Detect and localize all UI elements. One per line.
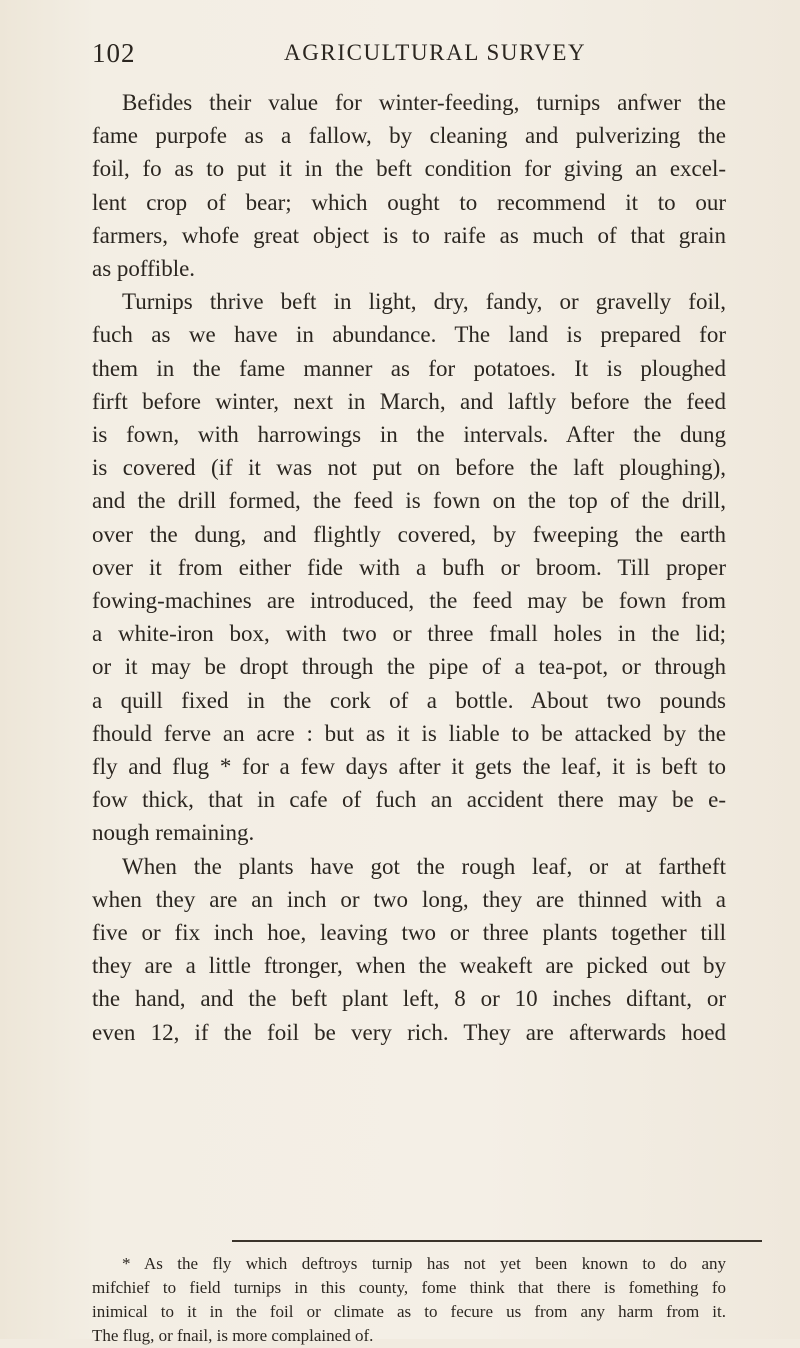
text-line: firft before winter, next in March, and laftly before the feed [92, 388, 726, 414]
footnote-line: * As the fly which deftroys turnip has not yet been known to do any [122, 1254, 726, 1273]
text-line: them in the fame manner as for potatoes. It is ploughed [92, 355, 726, 381]
paragraph-1 [92, 86, 726, 285]
text-line: fow thick, that in cafe of fuch an accident there may be e- [92, 787, 726, 813]
footnote-rule [232, 1240, 762, 1242]
paragraph-3 [92, 850, 726, 1049]
text-line: Turnips thrive beft in light, dry, fandy, or gravelly foil, [122, 289, 726, 315]
text-line: over the dung, and flightly covered, by fweeping the earth [92, 521, 726, 547]
text-line: the hand, and the beft plant left, 8 or 10 inches diftant, or [92, 986, 726, 1012]
footnote-line: mifchief to field turnips in this county, fome think that there is fomething fo [92, 1278, 726, 1297]
text-line: is fown, with harrowings in the intervals. After the dung [92, 422, 726, 448]
text-line: fame purpofe as a fallow, by cleaning and pulverizing the [92, 123, 726, 149]
running-head [92, 38, 732, 78]
page-number: 102 [92, 38, 136, 68]
text-line: is covered (if it was not put on before the laft ploughing), [92, 455, 726, 481]
footnote-line: inimical to it in the foil or climate as to fecure us from any harm from it. [92, 1302, 726, 1321]
text-line: fowing-machines are introduced, the feed may be fown from [92, 588, 726, 614]
text-line: fly and flug * for a few days after it gets the leaf, it is beft to [92, 754, 726, 780]
running-title: AGRICULTURAL SURVEY [284, 40, 587, 65]
paragraph-2 [92, 285, 726, 849]
text-line: a white-iron box, with two or three fmall holes in the lid; [92, 621, 726, 647]
text-line: Befides their value for winter-feeding, turnips anfwer the [122, 90, 726, 115]
text-line: fhould ferve an acre : but as it is liable to be attacked by the [92, 720, 726, 746]
text-line: even 12, if the foil be very rich. They are afterwards hoed [92, 1019, 726, 1045]
text-line: when they are an inch or two long, they are thinned with a [92, 886, 726, 912]
text-line: foil, fo as to put it in the beft condition for giving an excel- [92, 156, 726, 182]
text-line: and the drill formed, the feed is fown on the top of the drill, [92, 488, 726, 514]
text-line: lent crop of bear; which ought to recommend it to our [92, 189, 726, 215]
text-line: as poffible. [92, 256, 196, 282]
text-line: a quill fixed in the cork of a bottle. About two pounds [92, 687, 726, 713]
text-line: over it from either fide with a bufh or broom. Till proper [92, 554, 726, 580]
text-line: farmers, whofe great object is to raife as much of that grain [92, 222, 726, 248]
body-text [92, 86, 726, 1049]
text-line: five or fix inch hoe, leaving two or three plants together till [92, 920, 726, 946]
text-line: they are a little ftronger, when the weakeft are picked out by [92, 953, 726, 979]
text-line: fuch as we have in abundance. The land is prepared for [92, 322, 726, 348]
footnote [92, 1252, 726, 1348]
text-line: or it may be dropt through the pipe of a tea-pot, or through [92, 654, 726, 680]
text-line: When the plants have got the rough leaf, or at fartheft [122, 853, 726, 879]
text-line: nough remaining. [92, 820, 255, 846]
footnote-line: The flug, or fnail, is more complained of. [92, 1326, 374, 1345]
